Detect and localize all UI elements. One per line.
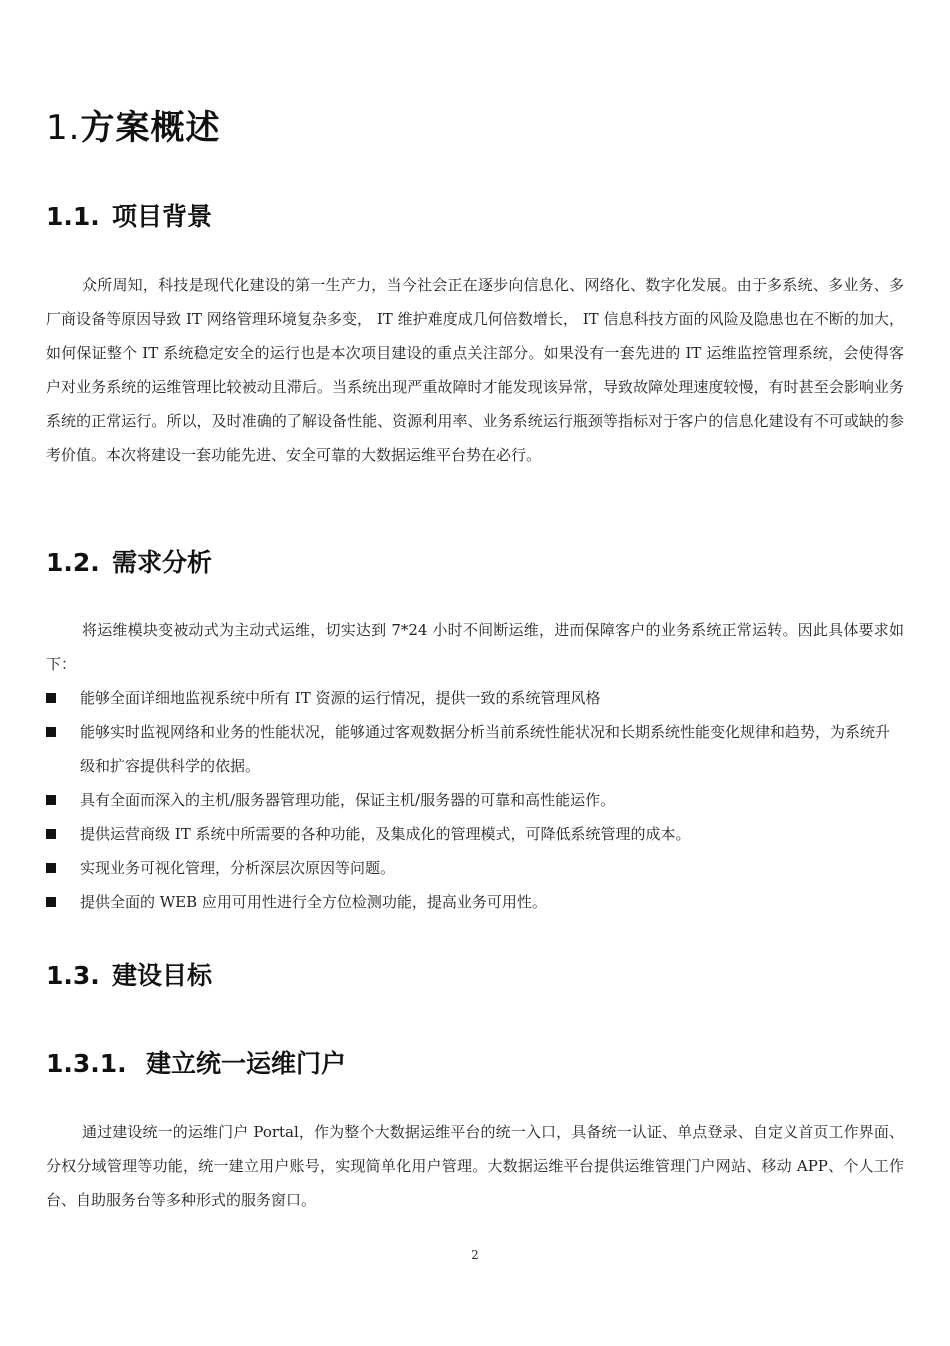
square-bullet-icon <box>46 897 56 907</box>
section-number: 1.2. <box>46 548 100 577</box>
section-title: 建设目标 <box>112 961 213 990</box>
section-title: 需求分析 <box>112 548 213 577</box>
chapter-number: 1. <box>46 108 81 148</box>
list-item-text: 提供运营商级 IT 系统中所需要的各种功能，及集成化的管理模式，可降低系统管理的成本。 <box>80 825 691 843</box>
square-bullet-icon <box>46 795 56 805</box>
chapter-heading <box>46 100 220 149</box>
section-heading-requirements-analysis <box>46 543 212 579</box>
section-number: 1.3.1. <box>46 1049 127 1078</box>
list-item <box>46 851 904 885</box>
page-number: 2 <box>471 1248 479 1262</box>
section-heading-construction-goals <box>46 956 212 992</box>
list-item <box>46 817 904 851</box>
list-item-text: 提供全面的 WEB 应用可用性进行全方位检测功能，提高业务可用性。 <box>80 893 547 911</box>
square-bullet-icon <box>46 829 56 839</box>
chapter-title: 方案概述 <box>80 108 221 148</box>
section-heading-project-background <box>46 197 212 233</box>
subsection-heading-unified-portal <box>46 1044 346 1080</box>
list-item-text: 能够实时监视网络和业务的性能状况，能够通过客观数据分析当前系统性能状况和长期系统性能变化规律和趋势，为系统升级和扩容提供科学的依据。 <box>80 723 891 775</box>
list-item-text: 能够全面详细地监视系统中所有 IT 资源的运行情况，提供一致的系统管理风格 <box>80 689 601 707</box>
section-number: 1.3. <box>46 961 100 990</box>
section-title: 项目背景 <box>112 202 213 231</box>
unified-portal-paragraph: 通过建设统一的运维门户 Portal，作为整个大数据运维平台的统一入口，具备统一认证、单点登录、自定义首页工作界面、分权分域管理等功能，统一建立用户账号，实现简单化用户管理。大数据运维平台提供运维管理门户网站、移动 APP、个人工作台、自助服务台等多种形式的服务窗口。 <box>46 1123 904 1209</box>
section-title: 建立统一运维门户 <box>146 1049 347 1078</box>
list-item <box>46 715 904 783</box>
list-item <box>46 885 904 919</box>
list-item <box>46 681 904 715</box>
project-background-paragraph: 众所周知，科技是现代化建设的第一生产力，当今社会正在逐步向信息化、网络化、数字化发展。由于多系统、多业务、多厂商设备等原因导致 IT 网络管理环境复杂多变， IT 维护难度成几何倍数增长， IT 信息科技方面的风险及隐患也在不断的加大，如何保证整个 IT 系统稳定安全的运行也是本次项目建设的重点关注部分。如果没有一套先进的 IT 运维监控管理系统，会使得客户对业务系统的运维管理比较被动且滞后。当系统出现严重故障时才能发现该异常，导致故障处理速度较慢，有时甚至会影响业务系统的正常运行。所以，及时准确的了解设备性能、资源利用率、业务系统运行瓶颈等指标对于客户的信息化建设有不可或缺的参考价值。本次将建设一套功能先进、安全可靠的大数据运维平台势在必行。 <box>46 276 904 464</box>
square-bullet-icon <box>46 863 56 873</box>
list-item-text: 具有全面而深入的主机/服务器管理功能，保证主机/服务器的可靠和高性能运作。 <box>80 791 616 809</box>
square-bullet-icon <box>46 727 56 737</box>
section-number: 1.1. <box>46 202 100 231</box>
requirements-list <box>46 681 904 919</box>
list-item <box>46 783 904 817</box>
square-bullet-icon <box>46 693 56 703</box>
requirements-intro-paragraph: 将运维模块变被动式为主动式运维，切实达到 7*24 小时不间断运维，进而保障客户的业务系统正常运转。因此具体要求如下： <box>46 621 904 673</box>
list-item-text: 实现业务可视化管理，分析深层次原因等问题。 <box>80 859 396 877</box>
